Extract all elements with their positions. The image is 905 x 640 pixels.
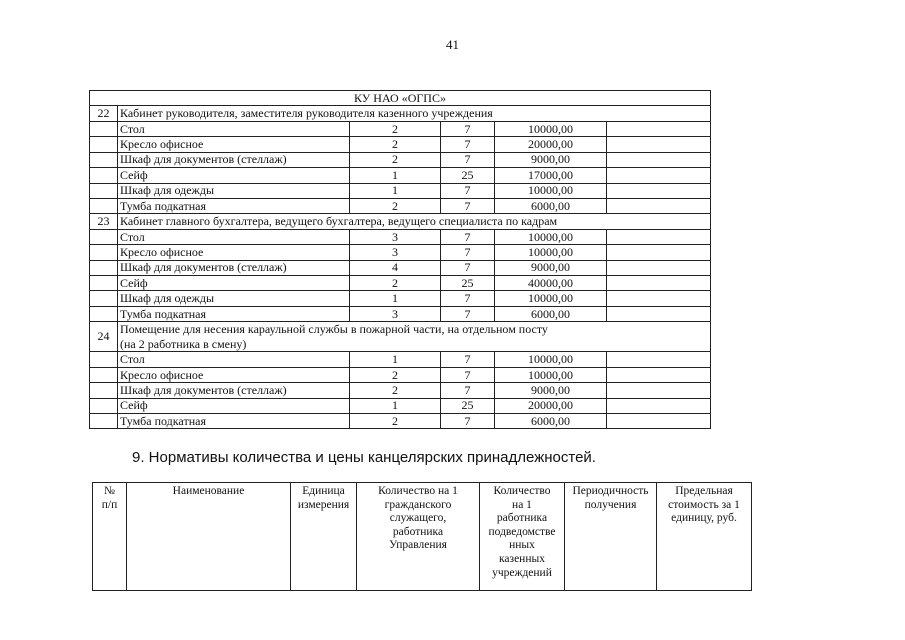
table-row xyxy=(90,291,711,306)
stationery-norms-table xyxy=(92,482,752,591)
item-name: Сейф xyxy=(118,398,350,413)
item-period: 25 xyxy=(441,398,495,413)
organization-header: КУ НАО «ОГПС» xyxy=(90,91,711,106)
table-row xyxy=(90,198,711,213)
item-period: 7 xyxy=(441,367,495,382)
column-header xyxy=(657,483,752,591)
item-name: Шкаф для документов (стеллаж) xyxy=(118,152,350,167)
empty-cell xyxy=(607,398,711,413)
item-period: 7 xyxy=(441,306,495,321)
column-header-line: Предельная xyxy=(675,485,733,497)
item-price: 9000,00 xyxy=(495,260,607,275)
item-price: 20000,00 xyxy=(495,137,607,152)
item-name: Стол xyxy=(118,121,350,136)
item-name: Шкаф для документов (стеллаж) xyxy=(118,383,350,398)
column-header-line: получения xyxy=(584,498,637,511)
section-row xyxy=(90,322,711,352)
table-row xyxy=(90,152,711,167)
item-quantity: 2 xyxy=(350,121,441,136)
item-name: Шкаф для одежды xyxy=(118,291,350,306)
item-period: 7 xyxy=(441,198,495,213)
column-header xyxy=(127,483,291,591)
section-title: Кабинет руководителя, заместителя руководителя казенного учреждения xyxy=(120,106,493,121)
column-header-line: единицу, руб. xyxy=(671,512,737,525)
empty-cell xyxy=(607,367,711,382)
item-period: 25 xyxy=(441,168,495,183)
item-name: Кресло офисное xyxy=(118,137,350,152)
table-row xyxy=(90,306,711,321)
column-header-line: казенных xyxy=(499,552,545,565)
item-period: 7 xyxy=(441,137,495,152)
item-period: 7 xyxy=(441,414,495,429)
item-period: 7 xyxy=(441,121,495,136)
item-quantity: 1 xyxy=(350,291,441,306)
item-quantity: 2 xyxy=(350,137,441,152)
item-name: Кресло офисное xyxy=(118,245,350,260)
section-title-cell xyxy=(118,322,711,352)
empty-cell xyxy=(607,137,711,152)
empty-cell xyxy=(607,306,711,321)
empty-cell xyxy=(607,352,711,367)
column-header-line: работника xyxy=(496,512,548,525)
page-number: 41 xyxy=(446,37,459,52)
empty-number-cell xyxy=(90,367,118,382)
empty-cell xyxy=(607,260,711,275)
column-header-line: п/п xyxy=(101,498,118,511)
item-quantity: 2 xyxy=(350,367,441,382)
item-price: 10000,00 xyxy=(495,229,607,244)
column-header-line: нных xyxy=(509,539,535,552)
item-price: 10000,00 xyxy=(495,183,607,198)
item-quantity: 2 xyxy=(350,414,441,429)
item-price: 10000,00 xyxy=(495,352,607,367)
section-title-cell xyxy=(118,214,711,230)
table-row xyxy=(90,367,711,382)
item-name: Шкаф для одежды xyxy=(118,183,350,198)
item-name: Тумба подкатная xyxy=(118,306,350,321)
column-header-line: Количество xyxy=(493,485,551,497)
empty-number-cell xyxy=(90,183,118,198)
column-header-line: подведомстве xyxy=(488,525,556,538)
empty-cell xyxy=(607,168,711,183)
item-name: Шкаф для документов (стеллаж) xyxy=(118,260,350,275)
empty-number-cell xyxy=(90,137,118,152)
empty-number-cell xyxy=(90,276,118,291)
column-header-line: № xyxy=(104,485,115,497)
empty-cell xyxy=(607,383,711,398)
item-price: 10000,00 xyxy=(495,245,607,260)
empty-number-cell xyxy=(90,229,118,244)
table-row xyxy=(90,245,711,260)
item-price: 10000,00 xyxy=(495,367,607,382)
column-header-line: Периодичность xyxy=(572,485,649,497)
column-header-line: учреждений xyxy=(492,566,552,579)
item-price: 9000,00 xyxy=(495,383,607,398)
item-period: 7 xyxy=(441,229,495,244)
item-price: 20000,00 xyxy=(495,398,607,413)
section-row xyxy=(90,106,711,122)
column-header-line: измерения xyxy=(297,498,350,511)
item-price: 6000,00 xyxy=(495,414,607,429)
item-price: 6000,00 xyxy=(495,198,607,213)
column-header-line: Управления xyxy=(389,539,447,552)
section-title: Помещение для несения караульной службы в пожарной части, на отдельном посту xyxy=(120,322,548,337)
empty-number-cell xyxy=(90,245,118,260)
item-quantity: 2 xyxy=(350,198,441,213)
column-header xyxy=(357,483,480,591)
section-row xyxy=(90,214,711,230)
column-header-line: работника xyxy=(392,525,444,538)
item-price: 17000,00 xyxy=(495,168,607,183)
item-price: 40000,00 xyxy=(495,276,607,291)
item-quantity: 3 xyxy=(350,229,441,244)
item-name: Кресло офисное xyxy=(118,367,350,382)
item-name: Тумба подкатная xyxy=(118,198,350,213)
section-heading: 9. Нормативы количества и цены канцелярских принадлежностей. xyxy=(132,449,596,466)
item-quantity: 1 xyxy=(350,398,441,413)
item-period: 7 xyxy=(441,383,495,398)
empty-cell xyxy=(607,291,711,306)
column-header xyxy=(480,483,565,591)
item-quantity: 2 xyxy=(350,276,441,291)
table-row xyxy=(90,121,711,136)
empty-number-cell xyxy=(90,352,118,367)
item-name: Стол xyxy=(118,229,350,244)
section-title-cell xyxy=(118,106,711,122)
table-row xyxy=(90,168,711,183)
table-header-row xyxy=(90,91,711,106)
column-header-line: на 1 xyxy=(512,498,532,511)
item-quantity: 2 xyxy=(350,383,441,398)
item-period: 7 xyxy=(441,352,495,367)
item-period: 7 xyxy=(441,291,495,306)
item-period: 7 xyxy=(441,260,495,275)
empty-number-cell xyxy=(90,306,118,321)
table-row xyxy=(90,352,711,367)
item-price: 10000,00 xyxy=(495,291,607,306)
column-header-line: Количество на 1 xyxy=(378,485,458,497)
section-title: Кабинет главного бухгалтера, ведущего бухгалтера, ведущего специалиста по кадрам xyxy=(120,214,558,229)
empty-cell xyxy=(607,245,711,260)
table-row xyxy=(90,398,711,413)
empty-number-cell xyxy=(90,152,118,167)
item-price: 9000,00 xyxy=(495,152,607,167)
item-name: Стол xyxy=(118,352,350,367)
column-header xyxy=(93,483,127,591)
item-quantity: 1 xyxy=(350,183,441,198)
table-row xyxy=(90,414,711,429)
empty-cell xyxy=(607,121,711,136)
item-quantity: 3 xyxy=(350,306,441,321)
column-header-line: гражданского xyxy=(384,498,452,511)
column-header-line: стоимость за 1 xyxy=(668,498,740,511)
empty-number-cell xyxy=(90,121,118,136)
empty-number-cell xyxy=(90,168,118,183)
item-name: Сейф xyxy=(118,276,350,291)
column-header xyxy=(291,483,357,591)
item-price: 6000,00 xyxy=(495,306,607,321)
item-name: Тумба подкатная xyxy=(118,414,350,429)
item-quantity: 1 xyxy=(350,168,441,183)
item-name: Сейф xyxy=(118,168,350,183)
section-subtitle: (на 2 работника в смену) xyxy=(120,336,247,351)
table-row xyxy=(90,260,711,275)
table-row xyxy=(90,383,711,398)
empty-cell xyxy=(607,229,711,244)
column-header-line: Наименование xyxy=(172,485,245,497)
empty-number-cell xyxy=(90,260,118,275)
item-quantity: 1 xyxy=(350,352,441,367)
item-period: 7 xyxy=(441,152,495,167)
section-number: 23 xyxy=(90,214,118,230)
table-row xyxy=(90,183,711,198)
item-quantity: 3 xyxy=(350,245,441,260)
empty-number-cell xyxy=(90,198,118,213)
section-number: 24 xyxy=(90,322,118,352)
item-quantity: 4 xyxy=(350,260,441,275)
furniture-norms-table xyxy=(89,90,711,429)
empty-cell xyxy=(607,276,711,291)
item-quantity: 2 xyxy=(350,152,441,167)
column-header-line: Единица xyxy=(302,485,345,497)
empty-number-cell xyxy=(90,291,118,306)
column-header xyxy=(565,483,657,591)
empty-number-cell xyxy=(90,414,118,429)
section-number: 22 xyxy=(90,106,118,122)
item-period: 7 xyxy=(441,183,495,198)
empty-number-cell xyxy=(90,383,118,398)
table-row xyxy=(90,137,711,152)
empty-cell xyxy=(607,198,711,213)
item-price: 10000,00 xyxy=(495,121,607,136)
table-row xyxy=(90,229,711,244)
table-row xyxy=(90,276,711,291)
column-header-line: служащего, xyxy=(389,512,447,525)
empty-cell xyxy=(607,183,711,198)
empty-cell xyxy=(607,152,711,167)
item-period: 7 xyxy=(441,245,495,260)
item-period: 25 xyxy=(441,276,495,291)
empty-cell xyxy=(607,414,711,429)
empty-number-cell xyxy=(90,398,118,413)
